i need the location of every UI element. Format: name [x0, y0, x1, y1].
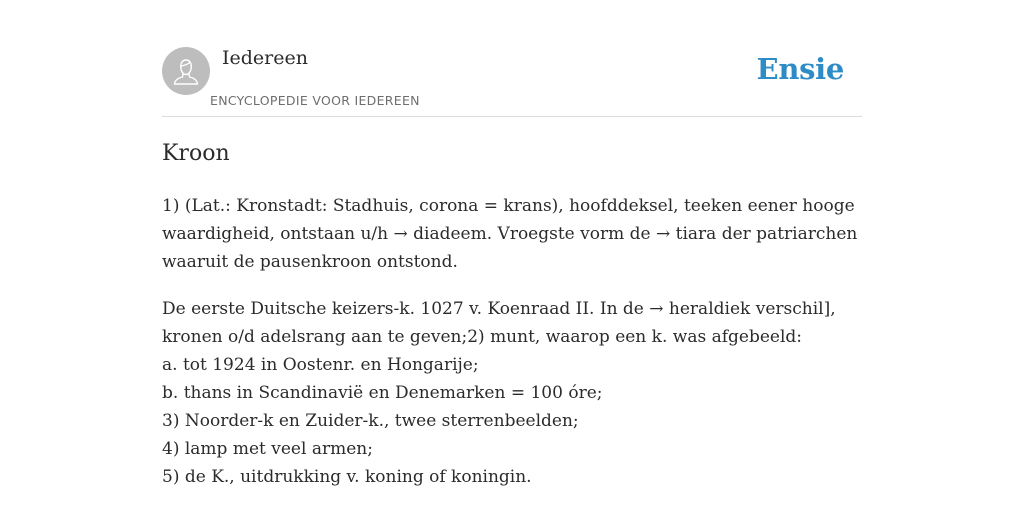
paragraph-1	[162, 192, 862, 276]
text-line: De eerste Duitsche keizers-k. 1027 v. Koenraad II. In de → heraldiek verschil],	[162, 299, 836, 319]
text-line: 4) lamp met veel armen;	[162, 439, 373, 459]
text-line: 1) (Lat.: Kronstadt: Stadhuis, corona = krans), hoofddeksel, teeken eener hooge	[162, 196, 855, 216]
text-line: waaruit de pausenkroon ontstond.	[162, 252, 458, 272]
user-silhouette-icon	[162, 47, 210, 95]
article-body	[162, 192, 862, 491]
text-line: waardigheid, ontstaan u/h → diadeem. Vroegste vorm de → tiara der patriarchen	[162, 224, 858, 244]
site-tagline: ENCYCLOPEDIE VOOR IEDEREEN	[210, 93, 420, 108]
text-line: 5) de K., uitdrukking v. koning of koningin.	[162, 467, 532, 487]
site-header	[162, 46, 862, 117]
text-line: 3) Noorder-k en Zuider-k., twee sterrenbeelden;	[162, 411, 579, 431]
text-line: b. thans in Scandinavië en Denemarken = 100 óre;	[162, 383, 603, 403]
author-name[interactable]: Iedereen	[222, 47, 308, 69]
site-logo[interactable]: Ensie	[756, 52, 844, 86]
text-line: a. tot 1924 in Oostenr. en Hongarije;	[162, 355, 479, 375]
avatar[interactable]	[162, 47, 210, 95]
text-line: kronen o/d adelsrang aan te geven;2) munt, waarop een k. was afgebeeld:	[162, 327, 803, 347]
paragraph-2	[162, 295, 862, 491]
page-title: Kroon	[162, 141, 230, 166]
